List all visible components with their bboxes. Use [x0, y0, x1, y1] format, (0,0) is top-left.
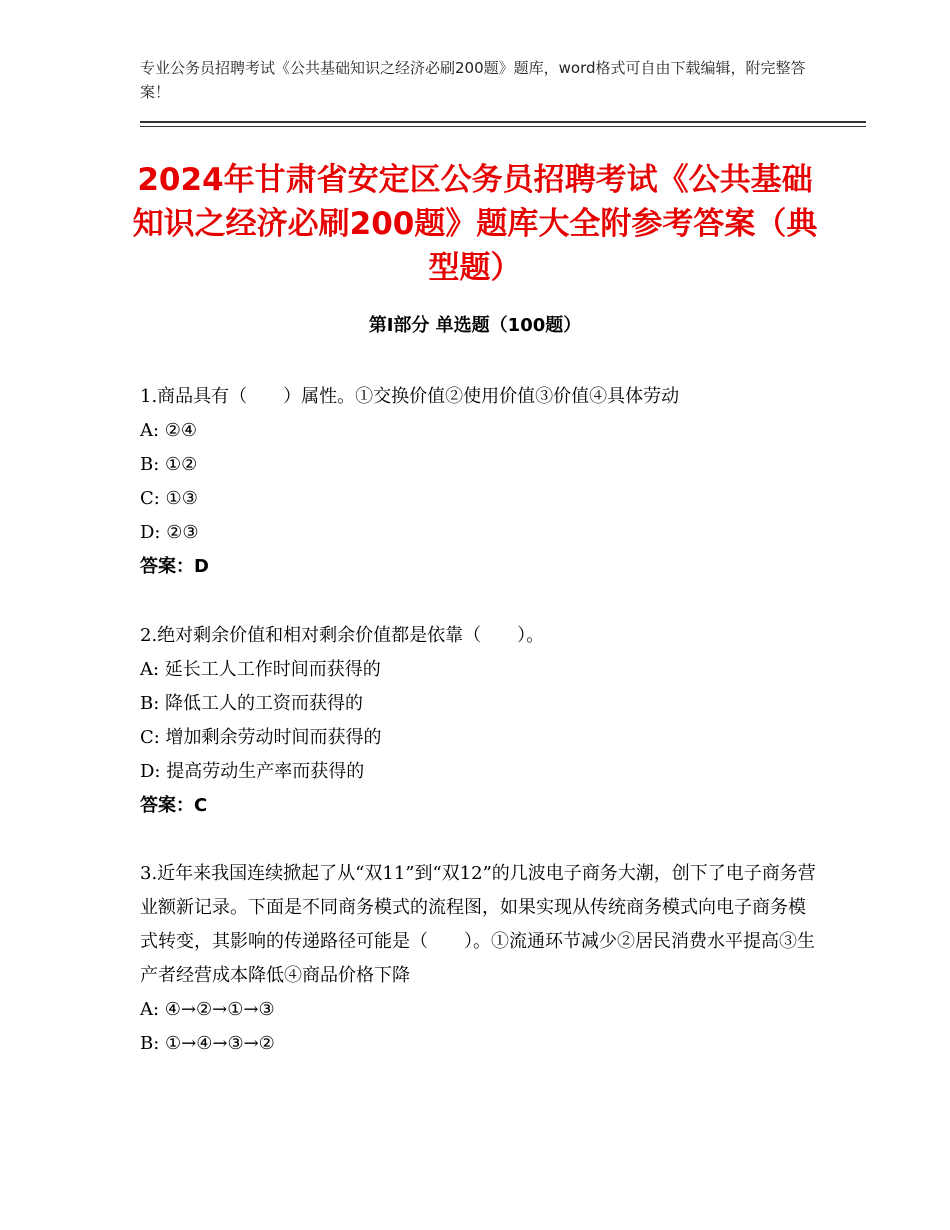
answer: 答案：D [140, 556, 209, 577]
question-3 [140, 857, 820, 1061]
header-divider-thin [140, 126, 866, 127]
question-2 [140, 619, 820, 823]
option-d: D: 提高劳动生产率而获得的 [140, 761, 365, 782]
question-stem: 2.绝对剩余价值和相对剩余价值都是依靠（ ）。 [140, 625, 545, 646]
option-c: C: 增加剩余劳动时间而获得的 [140, 727, 382, 748]
question-stem: 3.近年来我国连续掀起了从“双11”到“双12”的几波电子商务大潮，创下了电子商务营业额新记录。下面是不同商务模式的流程图，如果实现从传统商务模式向电子商务模式转变，其影响的传递路径可能是（ ）。①流通环节减少②居民消费水平提高③生产者经营成本降低④商品价格下降 [140, 863, 816, 986]
answer: 答案：C [140, 795, 208, 816]
option-d: D: ②③ [140, 522, 199, 543]
header-divider-thick [140, 121, 866, 123]
option-c: C: ①③ [140, 488, 198, 509]
option-b: B: ①→④→③→② [140, 1033, 275, 1054]
question-stem: 1.商品具有（ ）属性。①交换价值②使用价值③价值④具体劳动 [140, 386, 680, 407]
question-1 [140, 380, 820, 584]
option-a: A: ④→②→①→③ [140, 999, 275, 1020]
header-note: 专业公务员招聘考试《公共基础知识之经济必刷200题》题库，word格式可自由下载编辑，附完整答案！ [140, 59, 806, 101]
option-a: A: ②④ [140, 420, 198, 441]
section-heading: 第Ⅰ部分 单选题（100题） [368, 315, 582, 336]
option-b: B: 降低工人的工资而获得的 [140, 693, 364, 714]
option-a: A: 延长工人工作时间而获得的 [140, 659, 381, 680]
option-b: B: ①② [140, 454, 198, 475]
document-title: 2024年甘肃省安定区公务员招聘考试《公共基础知识之经济必刷200题》题库大全附参考答案（典型题） [132, 162, 818, 286]
